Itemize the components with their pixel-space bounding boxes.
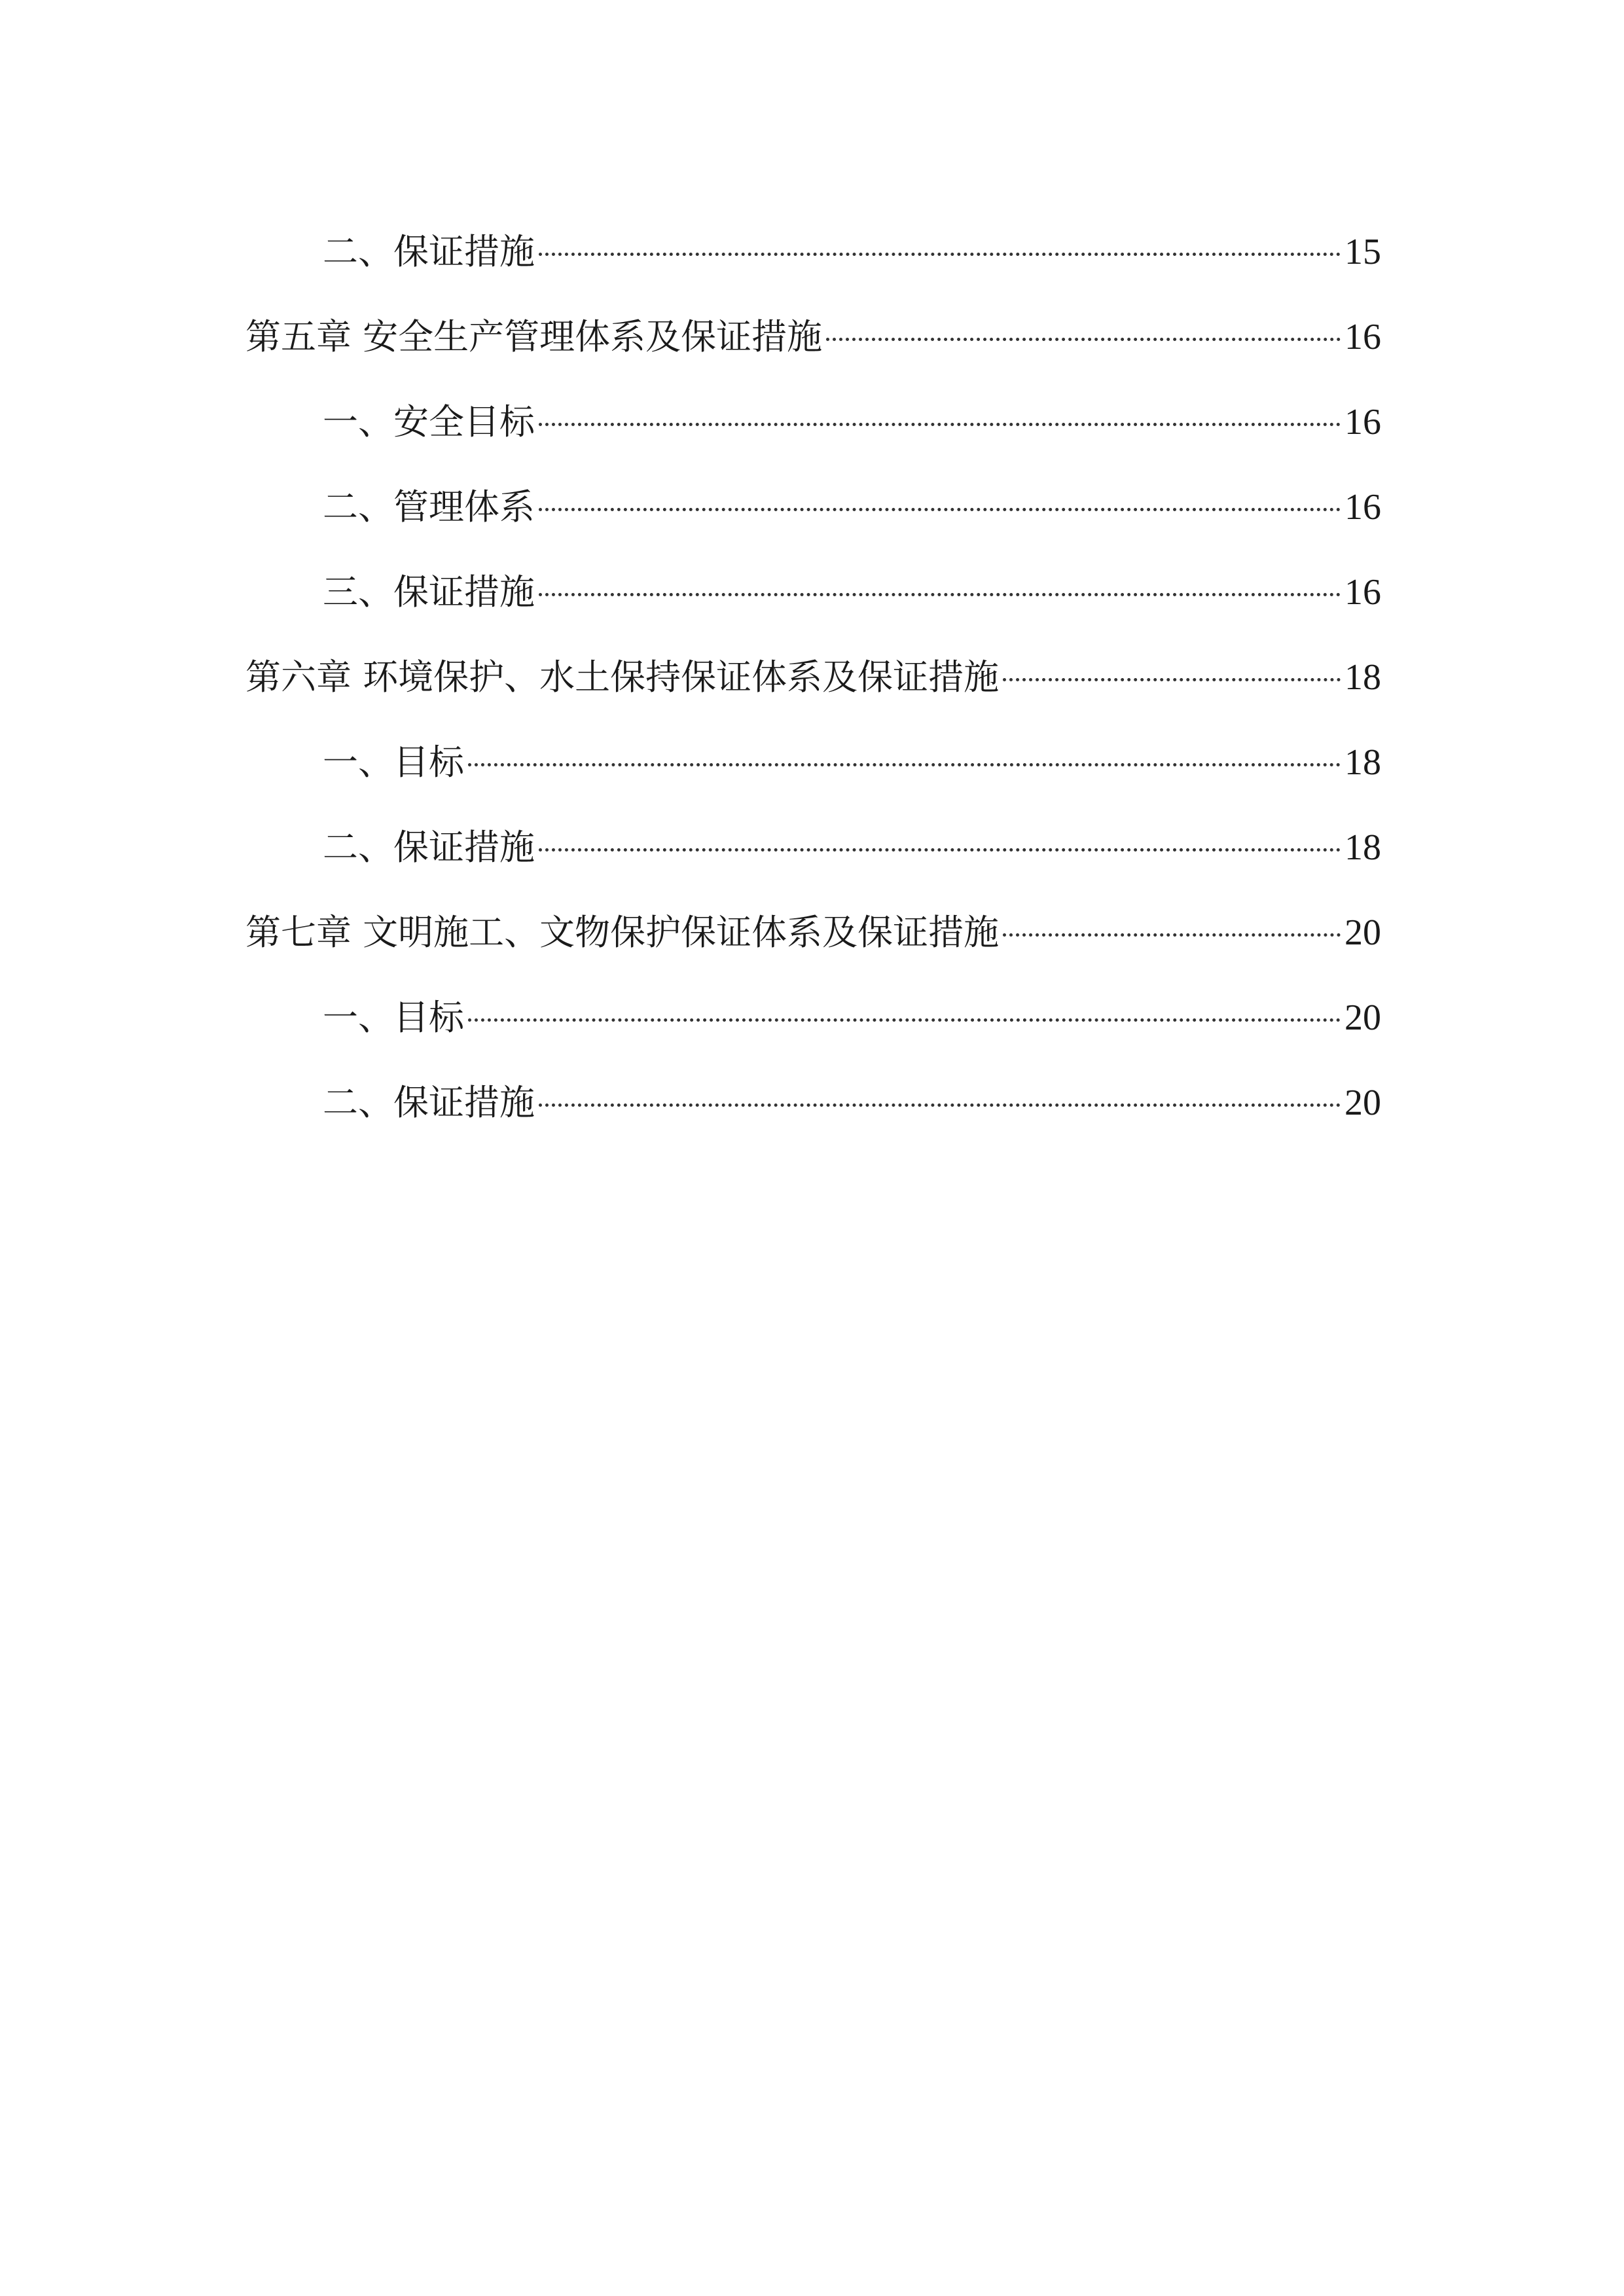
toc-entry[interactable] — [245, 380, 1381, 465]
toc-entry-title: 第七章 文明施工、文物保护保证体系及保证措施 — [245, 912, 1000, 953]
toc-entry[interactable] — [245, 465, 1381, 550]
toc-dot-leader — [1003, 678, 1341, 681]
toc-entry-title: 三、保证措施 — [323, 571, 535, 613]
toc-entry[interactable] — [245, 805, 1381, 890]
toc-entry-title: 二、保证措施 — [323, 231, 535, 272]
toc-dot-leader — [468, 763, 1341, 766]
toc-entry-title: 二、管理体系 — [323, 486, 535, 528]
toc-entry-title: 一、安全目标 — [323, 401, 535, 442]
toc-page-number: 18 — [1344, 657, 1381, 698]
toc-dot-leader — [539, 593, 1341, 596]
toc-page-number: 16 — [1344, 402, 1381, 442]
toc-entry-title: 第六章 环境保护、水土保持保证体系及保证措施 — [245, 656, 1000, 698]
toc-entry-title: 第五章 安全生产管理体系及保证措施 — [245, 316, 823, 357]
toc-entry-title: 一、目标 — [323, 997, 464, 1038]
toc-page-number: 18 — [1344, 827, 1381, 868]
toc-chapter-entry[interactable] — [245, 890, 1381, 975]
toc-page-number: 15 — [1344, 232, 1381, 272]
toc-dot-leader — [539, 1103, 1341, 1107]
toc-dot-leader — [539, 848, 1341, 852]
toc-chapter-entry[interactable] — [245, 635, 1381, 720]
toc-page-number: 18 — [1344, 742, 1381, 783]
toc-page-number: 16 — [1344, 487, 1381, 528]
toc-page-number: 20 — [1344, 997, 1381, 1038]
toc-dot-leader — [468, 1018, 1341, 1022]
toc-entry-title: 二、保证措施 — [323, 827, 535, 868]
toc-dot-leader — [826, 338, 1341, 341]
toc-entry-title: 二、保证措施 — [323, 1082, 535, 1123]
table-of-contents — [245, 209, 1381, 1145]
toc-entry[interactable] — [245, 975, 1381, 1060]
toc-page-number: 16 — [1344, 572, 1381, 613]
toc-dot-leader — [539, 253, 1341, 256]
toc-page-number: 20 — [1344, 1083, 1381, 1123]
toc-entry[interactable] — [245, 720, 1381, 805]
toc-entry[interactable] — [245, 1060, 1381, 1145]
toc-entry-title: 一、目标 — [323, 742, 464, 783]
toc-entry[interactable] — [245, 209, 1381, 295]
toc-chapter-entry[interactable] — [245, 295, 1381, 380]
toc-entry[interactable] — [245, 550, 1381, 635]
toc-page-number: 16 — [1344, 317, 1381, 357]
toc-page-number: 20 — [1344, 912, 1381, 953]
toc-dot-leader — [539, 508, 1341, 511]
toc-dot-leader — [1003, 933, 1341, 937]
toc-dot-leader — [539, 423, 1341, 426]
